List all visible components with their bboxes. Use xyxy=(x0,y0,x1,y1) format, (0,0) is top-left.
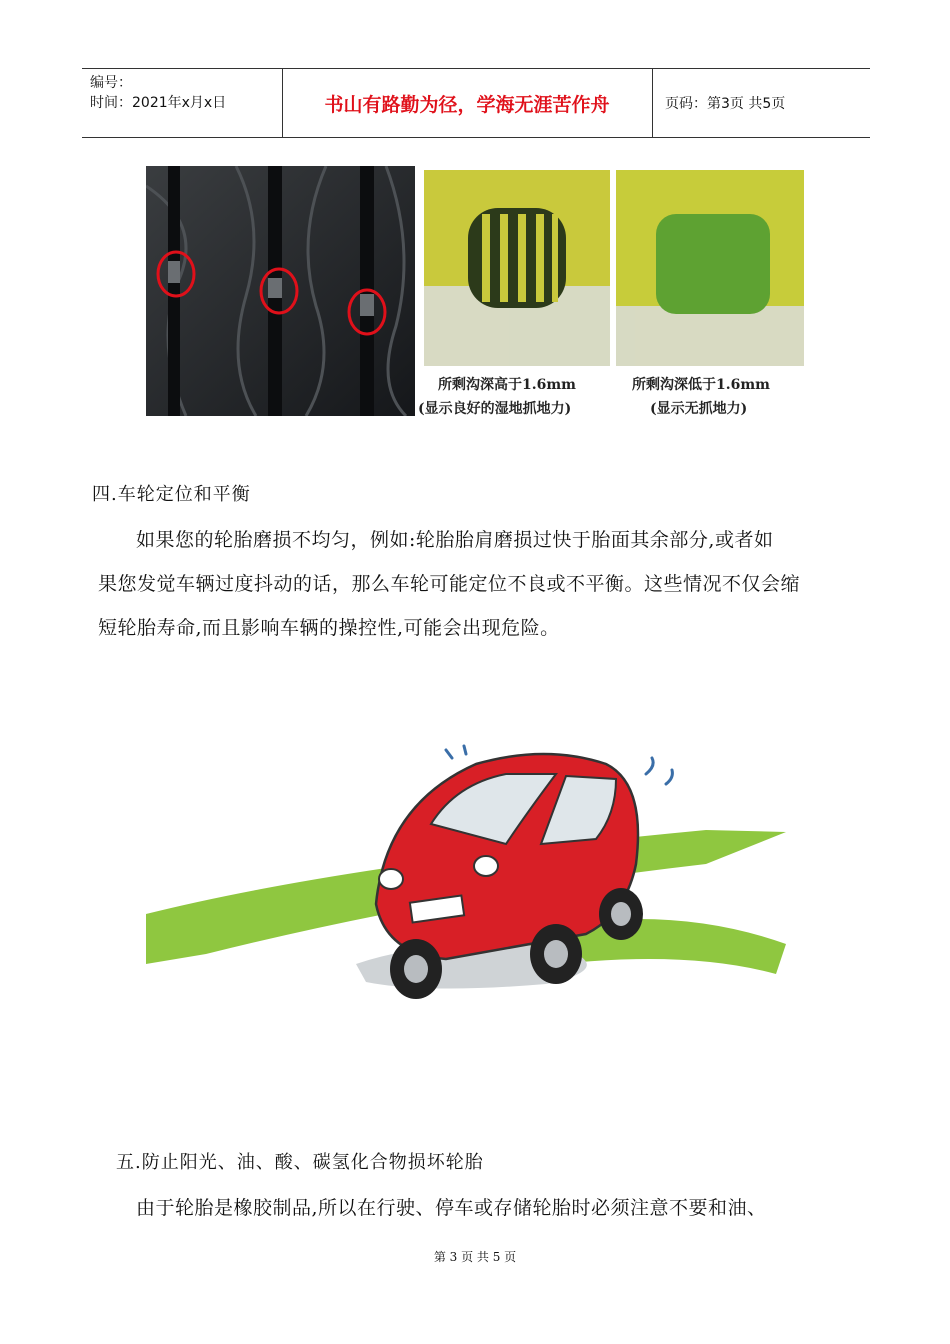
caption-right-line1: 所剩沟深低于1.6mm xyxy=(632,377,770,393)
page-footer: 第 3 页 共 5 页 xyxy=(433,1250,517,1264)
paragraph-line: 如果您的轮胎磨损不均匀，例如:轮胎胎肩磨损过快于胎面其余部分,或者如 xyxy=(136,529,774,551)
header-meta xyxy=(90,73,226,113)
paragraph-line: 由于轮胎是橡胶制品,所以在行驶、停车或存储轮胎时必须注意不要和油、 xyxy=(136,1197,767,1219)
time-label: 时间：2021年x月x日 xyxy=(90,95,227,111)
header-page-info: 页码：第3页 共5页 xyxy=(665,96,786,112)
section5-heading: 五.防止阳光、油、酸、碳氢化合物损坏轮胎 xyxy=(116,1152,484,1173)
number-label: 编号： xyxy=(90,75,132,91)
header-motto: 书山有路勤为径，学海无涯苦作舟 xyxy=(324,93,610,116)
document-header xyxy=(82,68,870,138)
caption-right-line2: (显示无抓地力) xyxy=(650,401,748,417)
paragraph-line: 短轮胎寿命,而且影响车辆的操控性,可能会出现危险。 xyxy=(98,617,560,639)
paragraph-line: 果您发觉车辆过度抖动的话，那么车轮可能定位不良或不平衡。这些情况不仅会缩 xyxy=(98,573,801,595)
caption-left-line2: (显示良好的湿地抓地力) xyxy=(418,401,572,417)
caption-left-line1: 所剩沟深高于1.6mm xyxy=(438,377,576,393)
section4-paragraph xyxy=(98,518,888,650)
section4-heading: 四.车轮定位和平衡 xyxy=(92,484,251,505)
tire-tread-photo xyxy=(146,166,415,416)
header-divider xyxy=(652,69,653,137)
section5-paragraph xyxy=(98,1186,888,1230)
skidding-car-illustration xyxy=(146,744,804,1006)
